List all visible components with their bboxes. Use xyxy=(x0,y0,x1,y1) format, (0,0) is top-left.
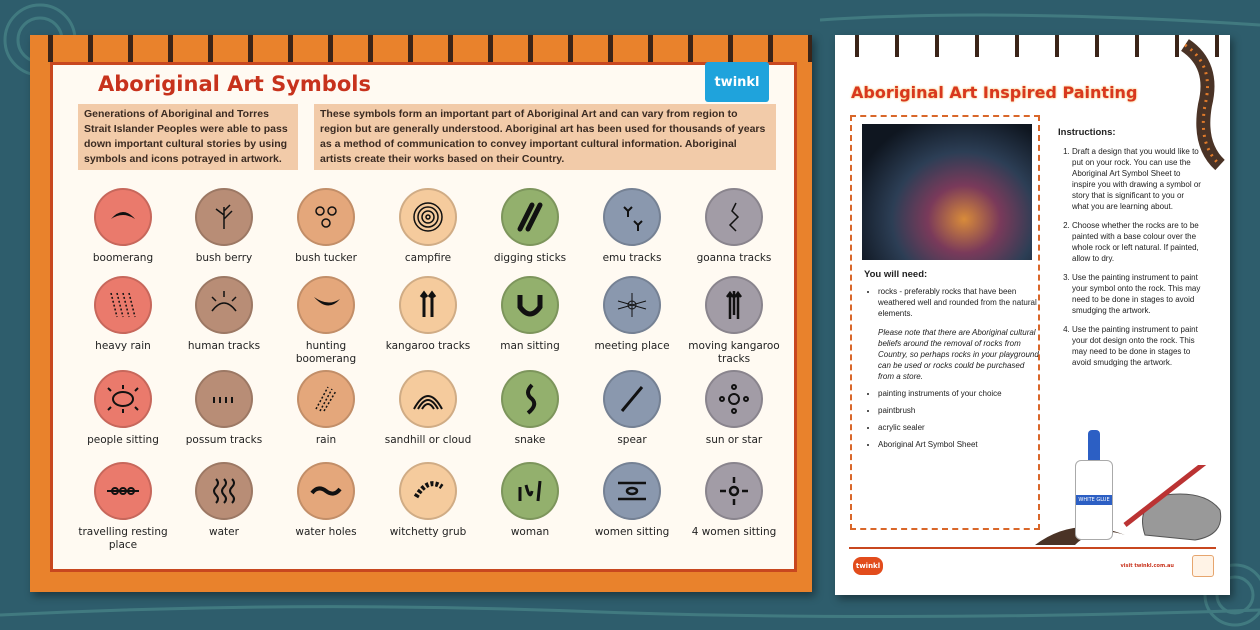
symbol-card xyxy=(480,462,580,539)
painting-activity-sheet xyxy=(835,35,1230,595)
symbol-card xyxy=(378,370,478,447)
spear-icon xyxy=(603,370,661,428)
symbol-card xyxy=(582,370,682,447)
witchetty-grub-icon xyxy=(399,462,457,520)
symbol-label: travelling resting place xyxy=(78,526,168,551)
digging-sticks-icon xyxy=(501,188,559,246)
symbol-label: rain xyxy=(315,434,337,446)
symbol-card xyxy=(174,462,274,539)
materials-panel xyxy=(850,115,1040,530)
human-tracks-icon xyxy=(195,276,253,334)
sun-or-star-icon xyxy=(705,370,763,428)
need-item: • Aboriginal Art Symbol Sheet xyxy=(878,439,1039,450)
symbol-label: goanna tracks xyxy=(696,252,772,264)
symbol-card xyxy=(378,462,478,539)
symbol-label: heavy rain xyxy=(95,340,151,352)
symbol-card xyxy=(73,462,173,552)
campfire-icon xyxy=(399,188,457,246)
instruction-step: 1. Draft a design that you would like to put on your rock. You can use the Aboriginal Art Symbol Sheet to inspire you with drawing a symbol or story that is significant to you or what you are learning about. xyxy=(1072,146,1203,212)
bush-tucker-icon xyxy=(297,188,355,246)
symbol-label: people sitting xyxy=(87,434,159,446)
symbol-label: digging sticks xyxy=(493,252,567,264)
instruction-step: 4. Use the painting instrument to paint your dot design onto the rock. This may need to be done in stages to avoid smudging the artwork. xyxy=(1072,324,1203,368)
boomerang-icon xyxy=(94,188,152,246)
intro-left: Generations of Aboriginal and Torres Strait Islander Peoples were able to pass down important cultural stories by using symbols and icons potrayed in artwork. xyxy=(78,104,298,170)
symbol-card xyxy=(582,188,682,265)
symbol-label: emu tracks xyxy=(602,252,662,264)
emu-tracks-icon xyxy=(603,188,661,246)
symbol-label: bush tucker xyxy=(295,252,357,264)
symbol-label: hunting boomerang xyxy=(295,340,357,365)
man-sitting-icon xyxy=(501,276,559,334)
rain-icon xyxy=(297,370,355,428)
possum-tracks-icon xyxy=(195,370,253,428)
heavy-rain-icon xyxy=(94,276,152,334)
symbol-label: sandhill or cloud xyxy=(384,434,472,446)
symbol-label: possum tracks xyxy=(185,434,263,446)
footer-badge-icon xyxy=(1192,555,1214,577)
symbol-card xyxy=(684,462,784,539)
kangaroo-tracks-icon xyxy=(399,276,457,334)
symbol-card xyxy=(276,188,376,265)
footer xyxy=(849,547,1216,570)
symbol-label: campfire xyxy=(404,252,452,264)
goanna-tracks-icon xyxy=(705,188,763,246)
need-heading: You will need: xyxy=(864,269,928,280)
symbol-card xyxy=(480,276,580,353)
symbol-label: woman xyxy=(510,526,550,538)
need-note: Please note that there are Aboriginal cultural beliefs around the removal of rocks from Country, so perhaps rocks in your playground can be used or rocks could be purchased from a store. xyxy=(878,328,1039,381)
bush-berry-icon xyxy=(195,188,253,246)
snake-icon xyxy=(501,370,559,428)
symbol-card xyxy=(684,276,784,366)
glue-label: WHITE GLUE xyxy=(1078,497,1110,503)
need-item: • acrylic sealer xyxy=(878,422,1039,433)
instructions-heading: Instructions: xyxy=(1058,127,1116,138)
symbol-label: 4 women sitting xyxy=(691,526,777,538)
symbol-card xyxy=(73,370,173,447)
aboriginal-art-symbols-sheet xyxy=(30,35,812,592)
footer-url[interactable]: visit twinkl.com.au xyxy=(1120,563,1174,569)
symbol-card xyxy=(378,188,478,265)
symbol-label: women sitting xyxy=(594,526,670,538)
symbol-card xyxy=(174,370,274,447)
page-title: Aboriginal Art Symbols xyxy=(98,72,371,96)
symbol-label: man sitting xyxy=(500,340,560,352)
instruction-step: 2. Choose whether the rocks are to be painted with a base colour over the whole rock or left natural. If painted, allow to dry. xyxy=(1072,220,1203,264)
instructions xyxy=(1058,127,1203,376)
symbol-label: kangaroo tracks xyxy=(385,340,471,352)
meeting-place-icon xyxy=(603,276,661,334)
symbol-label: spear xyxy=(617,434,647,446)
rock-glue-brush-illustration-icon xyxy=(1035,465,1230,545)
symbol-label: water xyxy=(209,526,239,538)
sheet-content xyxy=(50,62,797,572)
symbol-label: human tracks xyxy=(187,340,261,352)
symbol-label: boomerang xyxy=(92,252,154,264)
dot-border xyxy=(30,35,812,62)
dot-painting-photo xyxy=(862,124,1032,260)
sandhill-or-cloud-icon xyxy=(399,370,457,428)
symbol-label: moving kangaroo tracks xyxy=(688,340,780,365)
symbol-label: witchetty grub xyxy=(389,526,467,538)
symbol-card xyxy=(480,188,580,265)
travelling-resting-place-icon xyxy=(94,462,152,520)
symbol-card xyxy=(276,462,376,539)
you-will-need xyxy=(864,269,1039,456)
symbol-card xyxy=(276,370,376,447)
page-title: Aboriginal Art Inspired Painting xyxy=(851,83,1138,102)
twinkl-logo: twinkl xyxy=(705,62,769,102)
4-women-sitting-icon xyxy=(705,462,763,520)
intro-right: These symbols form an important part of Aboriginal Art and can vary from region to region but are generally understood. Aboriginal art has been used for thousands of years as a method of communication to convey important cultural information. Aboriginal artists create their works based on their Country. xyxy=(314,104,776,170)
need-item-text: rocks - preferably rocks that have been weathered well and rounded from the natural elements. xyxy=(878,287,1037,318)
symbol-card xyxy=(378,276,478,353)
footer-logo: twinkl xyxy=(853,557,883,575)
need-item: • painting instruments of your choice xyxy=(878,388,1039,399)
symbol-label: snake xyxy=(514,434,546,446)
symbol-card xyxy=(480,370,580,447)
symbol-card xyxy=(174,276,274,353)
symbol-card xyxy=(73,276,173,353)
symbol-label: bush berry xyxy=(195,252,253,264)
instruction-step: 3. Use the painting instrument to paint your symbol onto the rock. This may need to be done in stages to avoid smudging the artwork. xyxy=(1072,272,1203,316)
symbol-label: sun or star xyxy=(705,434,763,446)
symbol-label: water holes xyxy=(295,526,357,538)
woman-icon xyxy=(501,462,559,520)
symbol-card xyxy=(582,276,682,353)
symbol-label: meeting place xyxy=(594,340,670,352)
women-sitting-icon xyxy=(603,462,661,520)
symbol-card xyxy=(684,370,784,447)
people-sitting-icon xyxy=(94,370,152,428)
glue-bottle-icon xyxy=(1075,430,1113,540)
moving-kangaroo-tracks-icon xyxy=(705,276,763,334)
hunting-boomerang-icon xyxy=(297,276,355,334)
symbol-card xyxy=(73,188,173,265)
water-icon xyxy=(195,462,253,520)
symbol-card xyxy=(582,462,682,539)
need-item: • paintbrush xyxy=(878,405,1039,416)
symbol-card xyxy=(684,188,784,265)
need-item xyxy=(878,286,1039,382)
symbol-card xyxy=(174,188,274,265)
symbol-card xyxy=(276,276,376,366)
water-holes-icon xyxy=(297,462,355,520)
